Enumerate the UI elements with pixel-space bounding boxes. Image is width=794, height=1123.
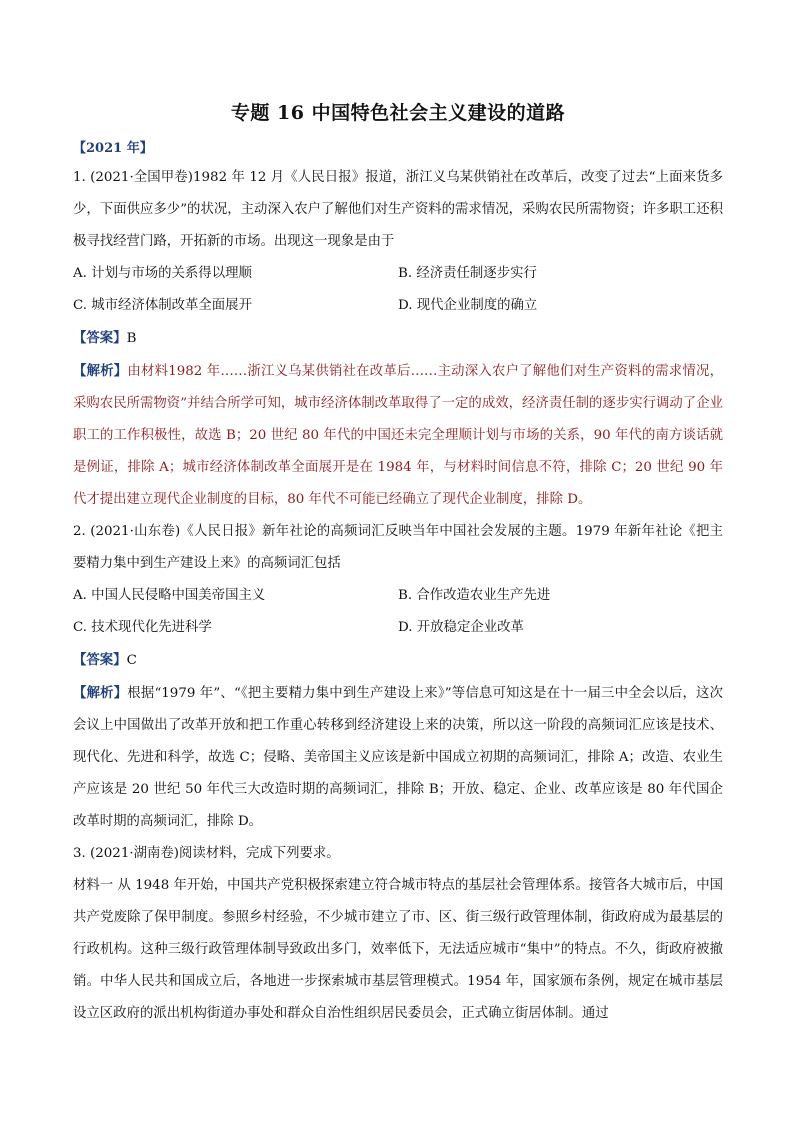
- question-1-answer: [73, 322, 723, 355]
- question-1-stem: 1. (2021·全国甲卷)1982 年 12 月《人民日报》报道，浙江义乌某供销社在改革后，改变了过去“上面来货多少，下面供应多少”的状况，主动深入农户了解他们对生产资料的需求情况，采购农民所需物资；许多职工还积极寻找经营门路，开拓新的市场。出现这一现象是由于: [73, 170, 723, 249]
- analysis-label: 【解析】: [73, 363, 128, 379]
- analysis-label: 【解析】: [73, 685, 128, 701]
- document-page: [73, 100, 723, 1030]
- answer-label: 【答案】: [73, 652, 127, 668]
- q1-option-d: D. 现代企业制度的确立: [398, 298, 538, 313]
- q2-option-d: D. 开放稳定企业改革: [398, 620, 524, 635]
- question-2-stem: 2. (2021·山东卷)《人民日报》新年社论的高频词汇反映当年中国社会发展的主题。1979 年新年社论《把主要精力集中到生产建设上来》的高频词汇包括: [73, 524, 723, 571]
- q2-analysis-text: 根据“1979 年”、“《把主要精力集中到生产建设上来》”等信息可知这是在十一届三中全会以后，这次会议上中国做出了改革开放和把工作重心转移到经济建设上来的决策，所以这一阶段的高频词汇应该是技术、现代化、先进和科学，故选 C；侵略、美帝国主义应该是新中国成立初期的高频词汇，排除 A；改造、农业生产应该是 20 世纪 50 年代三大改造时期的高频词汇，排除 B；开放、稳定、企业、改革应该是 80 年代国企改革时期的高频词汇，排除 D。: [73, 686, 723, 829]
- question-2-analysis: [73, 677, 723, 838]
- answer-label: 【答案】: [73, 330, 127, 346]
- question-2-options: [73, 580, 723, 644]
- page-title: 专题 16 中国特色社会主义建设的道路: [230, 102, 566, 124]
- year-tag: 【2021 年】: [73, 141, 153, 156]
- question-1-options: [73, 258, 723, 322]
- q1-analysis-text: 由材料1982 年……浙江义乌某供销社在改革后……主动深入农户了解他们对生产资料的需求情况，采购农民所需物资”并结合所学可知，城市经济体制改革取得了一定的成效，经济责任制的逐步实行调动了企业职工的工作积极性，故选 B；20 世纪 80 年代的中国还未完全理顺计划与市场的关系，90 年代的南方谈话就是例证，排除 A；城市经济体制改革全面展开是在 1984 年，与材料时间信息不符，排除 C；20 世纪 90 年代才提出建立现代企业制度的目标，80 年代不可能已经确立了现代企业制度，排除 D。: [73, 364, 724, 507]
- q2-option-b: B. 合作改造农业生产先进: [398, 588, 551, 603]
- question-2-answer: [73, 644, 723, 677]
- q1-option-b: B. 经济责任制逐步实行: [398, 266, 537, 281]
- question-3-material: 材料一 从 1948 年开始，中国共产党积极探索建立符合城市特点的基层社会管理体系。接管各大城市后，中国共产党废除了保甲制度。参照乡村经验，不少城市建立了市、区、街三级行政管理体制，街政府成为最基层的行政机构。这种三级行政管理体制导致政出多门，效率低下，无法适应城市“集中”的特点。不久，街政府被撤销。中华人民共和国成立后，各地进一步探索城市基层管理模式。1954 年，国家颁布条例，规定在城市基层设立区政府的派出机构街道办事处和群众自治性组织居民委员会，正式确立街居体制。通过: [73, 878, 723, 1021]
- q1-option-a: A. 计划与市场的关系得以理顺: [73, 266, 252, 281]
- question-1-analysis: [73, 355, 723, 516]
- q2-option-a: A. 中国人民侵略中国美帝国主义: [73, 588, 266, 603]
- q1-answer-value: B: [126, 331, 137, 346]
- question-3-stem: 3. (2021·湖南卷)阅读材料，完成下列要求。: [73, 846, 340, 861]
- q1-option-c: C. 城市经济体制改革全面展开: [73, 298, 252, 313]
- q2-option-c: C. 技术现代化先进科学: [73, 620, 212, 635]
- q2-answer-value: C: [126, 653, 137, 668]
